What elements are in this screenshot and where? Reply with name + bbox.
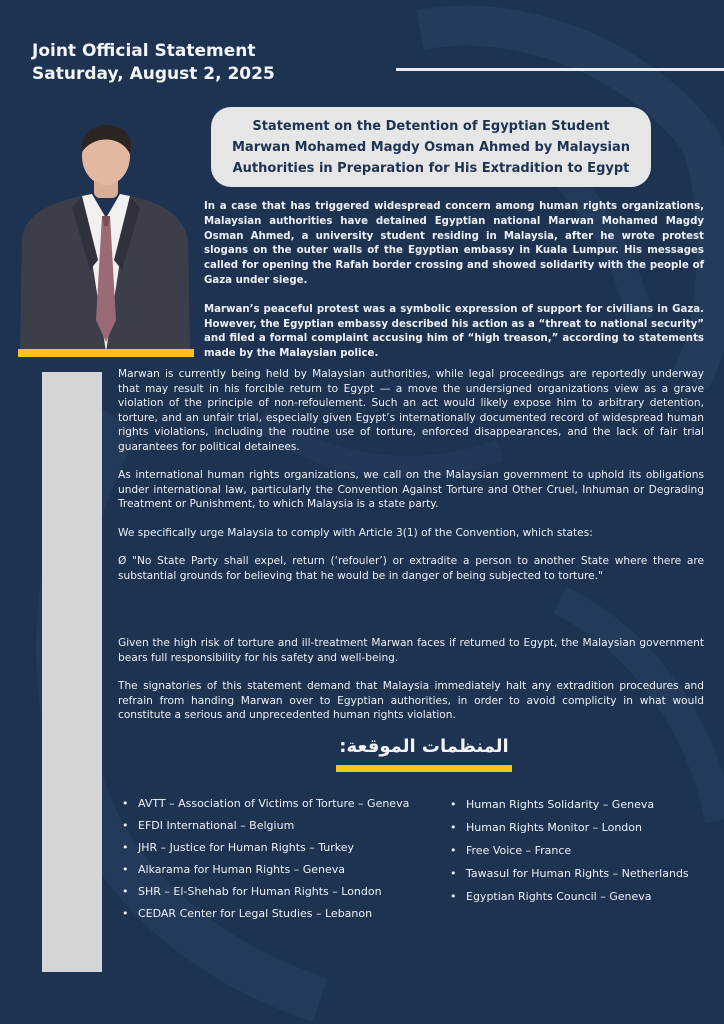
organization-item: • SHR – El-Shehab for Human Rights – London — [118, 881, 409, 903]
organization-item: • Egyptian Rights Council – Geneva — [446, 885, 689, 908]
organization-item: • CEDAR Center for Legal Studies – Lebanon — [118, 903, 409, 925]
convention-quote: Ø "No State Party shall expel, return (‘refouler’) or extradite a person to another State where there are substantial grounds for believing that he would be in danger of being subjected to torture." — [118, 555, 704, 582]
header-divider — [396, 68, 724, 71]
organization-item: • EFDI International – Belgium — [118, 815, 409, 837]
intro-paragraph: Marwan’s peaceful protest was a symbolic expression of support for civilians in Gaza. However, the Egyptian embassy described his action as a “threat to national security” and filed a formal complaint accusing him of “high treason,” according to statements made by the Malaysian police. — [204, 303, 704, 360]
body-paragraph: We specifically urge Malaysia to comply with Article 3(1) of the Convention, which states: — [118, 526, 593, 539]
organization-item: • AVTT – Association of Victims of Torture – Geneva — [118, 793, 409, 815]
organization-item: • Free Voice – France — [446, 839, 689, 862]
statement-date: Saturday, August 2, 2025 — [32, 64, 275, 84]
closing-paragraph: Given the high risk of torture and ill-treatment Marwan faces if returned to Egypt, the Malaysian government bears full responsibility for his safety and well-being. — [118, 637, 704, 664]
statement-title — [211, 107, 651, 187]
person-photo — [20, 120, 190, 352]
signatories-heading: المنظمات الموقعة: — [339, 736, 509, 757]
title-line: Authorities in Preparation for His Extradition to Egypt — [232, 160, 630, 176]
signatories-accent-bar — [336, 765, 512, 772]
intro-section — [204, 200, 704, 376]
organization-item: • Human Rights Monitor – London — [446, 816, 689, 839]
statement-label: Joint Official Statement — [32, 41, 256, 61]
title-line: Marwan Mohamed Magdy Osman Ahmed by Malaysian — [231, 139, 631, 155]
organizations-list-right — [446, 793, 689, 908]
photo-accent-bar — [18, 349, 194, 357]
title-line: Statement on the Detention of Egyptian Student — [252, 118, 610, 134]
organization-item: • Tawasul for Human Rights – Netherlands — [446, 862, 689, 885]
organization-item: • JHR – Justice for Human Rights – Turkey — [118, 837, 409, 859]
organization-item: • Human Rights Solidarity – Geneva — [446, 793, 689, 816]
body-paragraph: Marwan is currently being held by Malaysian authorities, while legal proceedings are reportedly underway that may result in his forcible return to Egypt — a move the undersigned organizations view as a grave violation of the principle of non-refoulement. Such an act would likely expose him to arbitrary detention, torture, and an unfair trial, especially given Egypt’s internationally documented record of widespread human rights violations, including the routine use of torture, enforced disappearances, and the lack of fair trial guarantees for political detainees. — [118, 368, 704, 453]
side-decoration-bar — [42, 372, 102, 972]
body-paragraph: As international human rights organizations, we call on the Malaysian government to uphold its obligations under international law, particularly the Convention Against Torture and Other Cruel, Inhuman or Degrading Treatment or Punishment, to which Malaysia is a state party. — [118, 469, 704, 510]
organization-item: • Alkarama for Human Rights – Geneva — [118, 859, 409, 881]
organizations-list-left — [118, 793, 409, 925]
body-section — [118, 367, 704, 737]
statement-header — [32, 40, 275, 86]
intro-paragraph: In a case that has triggered widespread concern among human rights organizations, Malaysian authorities have detained Egyptian national Marwan Mohamed Magdy Osman Ahmed, a university student residing in Malaysia, after he wrote protest slogans on the outer walls of the Egyptian embassy in Kuala Lumpur. His messages called for opening the Rafah border crossing and showed solidarity with the people of Gaza under siege. — [204, 201, 704, 286]
closing-paragraph: The signatories of this statement demand that Malaysia immediately halt any extradition procedures and refrain from handing Marwan over to Egyptian authorities, in order to avoid complicity in what would constitute a serious and unprecedented human rights violation. — [118, 680, 704, 721]
